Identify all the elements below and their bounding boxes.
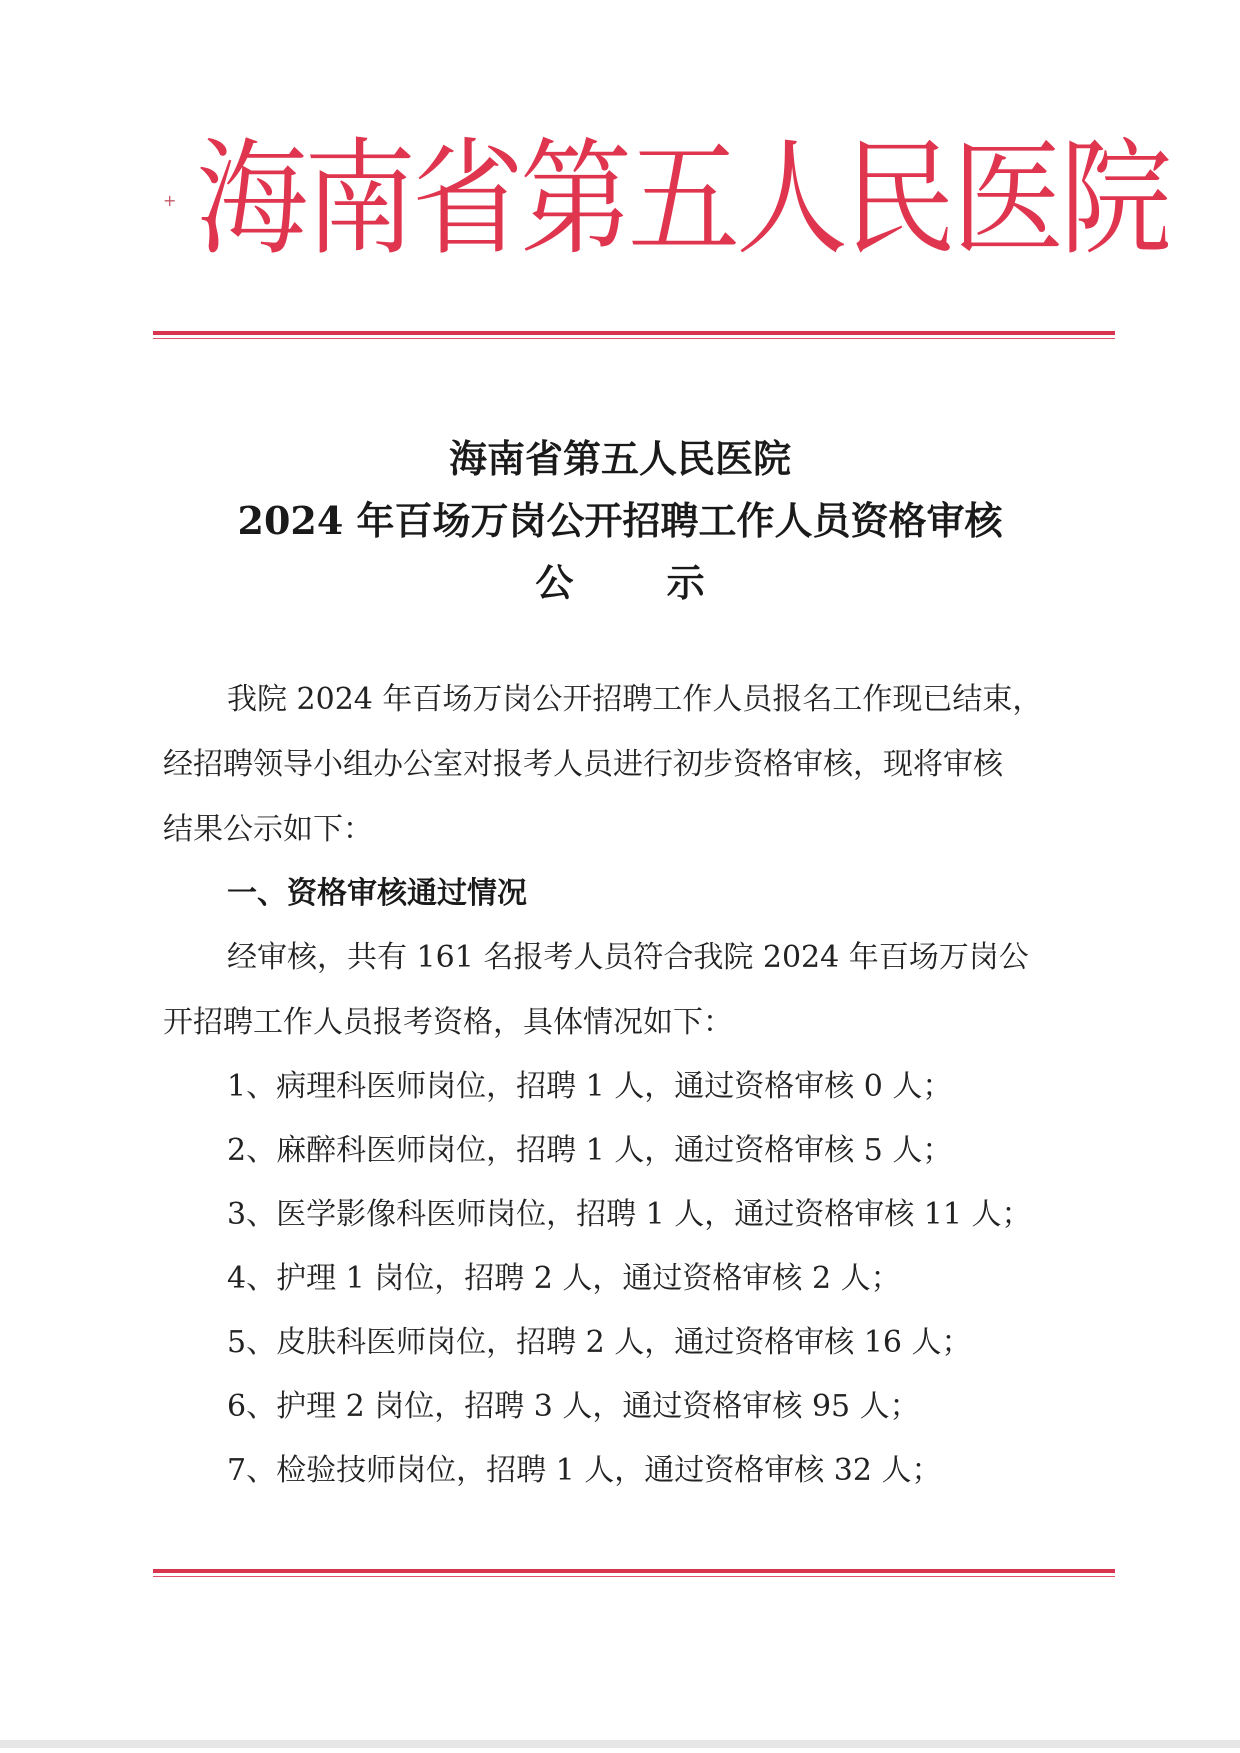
intro-line-2: 经招聘领导小组办公室对报考人员进行初步资格审核，现将审核 — [163, 747, 1003, 782]
registration-mark: + — [163, 191, 177, 210]
scan-edge-strip — [0, 1740, 1240, 1748]
intro-line-1: 我院 2024 年百场万岗公开招聘工作人员报名工作现已结束， — [227, 682, 1043, 717]
title-line-2: 2024 年百场万岗公开招聘工作人员资格审核 — [237, 498, 1003, 543]
notice-body — [163, 0, 1168, 1753]
letterhead-title: 海南省第五人民医院 — [196, 127, 1168, 273]
rule-thin-line — [153, 1576, 1115, 1577]
section-line-2: 开招聘工作人员报考资格，具体情况如下： — [163, 1005, 733, 1040]
list-item: 2、麻醉科医师岗位，招聘 1 人，通过资格审核 5 人； — [227, 1133, 953, 1168]
list-item: 4、护理 1 岗位，招聘 2 人，通过资格审核 2 人； — [227, 1261, 901, 1296]
section-heading: 一、资格审核通过情况 — [227, 876, 527, 911]
footer-red-rule — [153, 1569, 1115, 1577]
rule-thick-line — [153, 1569, 1115, 1573]
title-line-3: 公 示 — [535, 560, 745, 605]
list-item: 7、检验技师岗位，招聘 1 人，通过资格审核 32 人； — [227, 1453, 942, 1488]
title-line-1: 海南省第五人民医院 — [448, 436, 791, 481]
list-item: 5、皮肤科医师岗位，招聘 2 人，通过资格审核 16 人； — [227, 1325, 972, 1360]
list-item: 1、病理科医师岗位，招聘 1 人，通过资格审核 0 人； — [227, 1069, 953, 1104]
section-line-1: 经审核，共有 161 名报考人员符合我院 2024 年百场万岗公 — [227, 940, 1029, 975]
list-item: 3、医学影像科医师岗位，招聘 1 人，通过资格审核 11 人； — [227, 1197, 1032, 1232]
intro-line-3: 结果公示如下： — [163, 812, 373, 847]
list-item: 6、护理 2 岗位，招聘 3 人，通过资格审核 95 人； — [227, 1389, 920, 1424]
